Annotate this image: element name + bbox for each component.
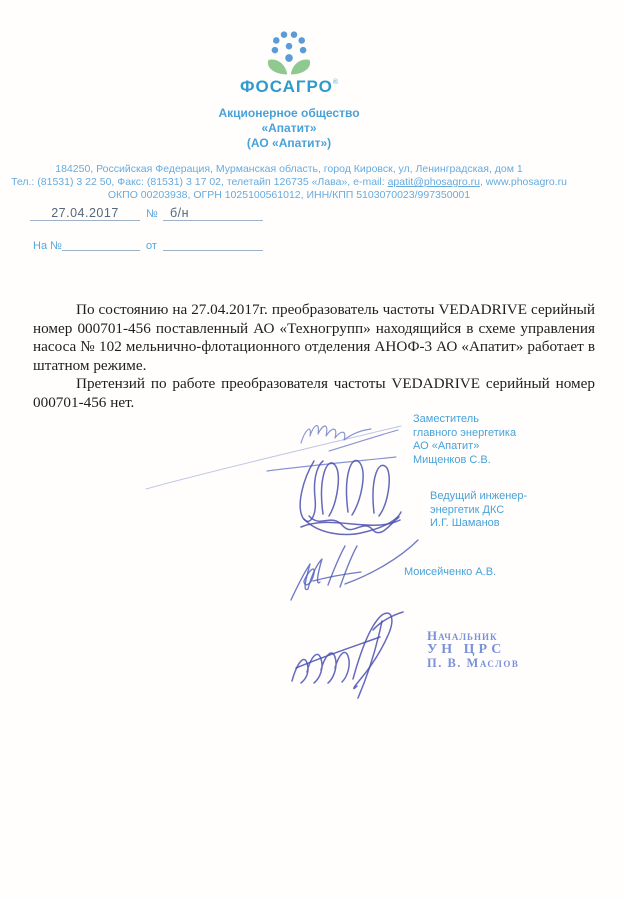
reply-to-label: На № bbox=[33, 240, 62, 252]
letter-date: 27.04.2017 bbox=[51, 206, 119, 220]
organization-name bbox=[0, 106, 578, 151]
website-text: , www.phosagro.ru bbox=[479, 176, 567, 188]
letterhead bbox=[0, 0, 578, 202]
registered-mark: ® bbox=[332, 79, 338, 86]
signatory-title-line: Заместитель bbox=[413, 413, 479, 425]
signatory-block-shamanov bbox=[430, 490, 527, 531]
letter-number: б/н bbox=[170, 206, 190, 220]
address-line: ОКПО 00203938, ОГРН 1025100561012, ИНН/КПП 5103070023/997350001 bbox=[107, 189, 471, 201]
reply-number-underline bbox=[62, 236, 140, 251]
signature-moiseychenko bbox=[291, 540, 418, 600]
wordmark-text: ФОСАГРО bbox=[239, 77, 333, 96]
signatory-title-line: АО «Апатит» bbox=[413, 440, 480, 452]
signatory-block-mishchenkov bbox=[413, 413, 516, 467]
signatory-title-line: Ведущий инженер- bbox=[430, 490, 528, 502]
stamp-line: УН ЦРС bbox=[427, 642, 506, 657]
signatory-name: Мищенков С.В. bbox=[413, 453, 491, 466]
signatory-name: Моисейченко А.В. bbox=[404, 566, 497, 578]
body-paragraph: Претензий по работе преобразователя частоты VEDADRIVE серийный номер 000701-456 нет. bbox=[33, 375, 595, 411]
org-name-line: «Апатит» bbox=[261, 121, 317, 135]
signatory-stamp-maslov bbox=[427, 629, 519, 670]
reply-from-label: от bbox=[146, 240, 157, 252]
stamp-line: Начальник bbox=[427, 628, 498, 643]
address-line bbox=[0, 176, 578, 189]
signatory-block-moiseychenko bbox=[404, 566, 496, 580]
body-paragraph: По состоянию на 27.04.2017г. преобразователь частоты VEDADRIVE серийный номер 000701-456 поставленный АО «Техногрупп» находящийся в схеме управления насоса № 102 мельнично-флотационного отделения АНОФ-3 АО «Апатит» работает в штатном режиме. bbox=[33, 301, 595, 374]
number-label: № bbox=[146, 208, 158, 220]
signatory-title-line: энергетик ДКС bbox=[430, 503, 505, 516]
signature-shamanov bbox=[300, 461, 401, 535]
signatory-title-line: главного энергетика bbox=[413, 426, 517, 439]
address-line: 184250, Российская Федерация, Мурманская область, город Кировск, ул, Ленинградская, дом 1 bbox=[55, 163, 523, 175]
reply-date-underline bbox=[163, 236, 263, 251]
stamp-line: П. В. Маслов bbox=[427, 656, 520, 670]
letter-body bbox=[33, 301, 595, 413]
email-link: apatit@phosagro.ru bbox=[387, 176, 480, 188]
phosagro-flower-logo-icon bbox=[259, 30, 319, 76]
org-name-line: (АО «Апатит») bbox=[246, 136, 332, 150]
signatory-name: И.Г. Шаманов bbox=[430, 517, 500, 529]
org-name-line: Акционерное общество bbox=[218, 106, 360, 120]
signature-maslov bbox=[292, 612, 403, 698]
phosagro-wordmark bbox=[0, 77, 578, 97]
phone-fax-text: Тел.: (81531) 3 22 50, Факс: (81531) 3 17 02, телетайп 126735 «Лава», e-mail: bbox=[11, 176, 388, 188]
signature-mishchenkov bbox=[146, 426, 401, 489]
contact-block bbox=[0, 163, 578, 202]
